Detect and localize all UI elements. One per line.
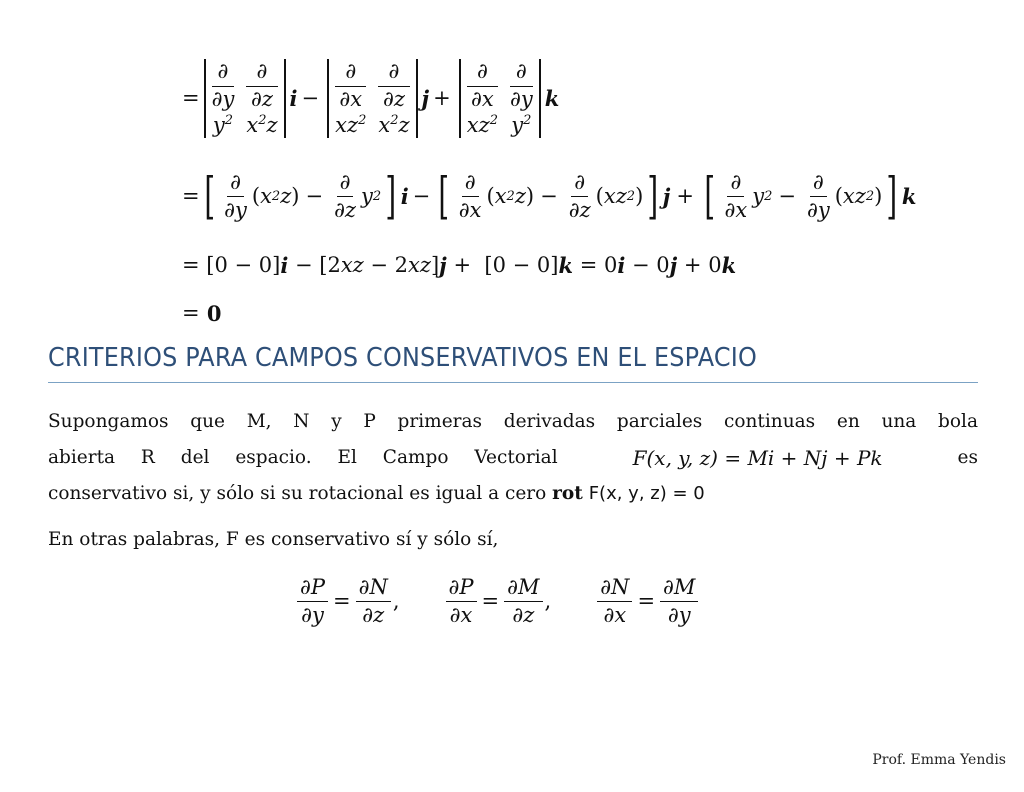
paragraph-line-3 <box>48 476 978 512</box>
paragraph-2-text: En otras palabras, F es conservativo sí y sólo sí, <box>48 529 499 550</box>
equation-line-evaluated: = [0 − 0] i − [2 xz − 2 xz ] j + [0 − 0] k = 0 i − 0 j + 0 k <box>182 252 737 278</box>
conservative-conditions: $\frac{\partial P}{\partial y}$ = $\frac{\partial N}{\partial z}$ , $\frac{\partial P}{\partial x}$ = $\frac{\partial M}{\partial z}$ , $\frac{\partial N}{\partial x}$ = $\frac{\partial M}{\partial y}$ <box>295 570 700 632</box>
rot-formula: F(x, y, z) = 0 <box>588 483 705 504</box>
equation-line-result: = 0 <box>182 300 222 326</box>
paragraph-line-1-text: Supongamos que M, N y P primeras derivadas parciales continuas en una bola <box>48 411 978 432</box>
determinant-i: ∂ ∂ ∂y ∂z $y^2$ $x^2z$ <box>204 59 286 138</box>
paragraph-line-2 <box>48 440 978 476</box>
equation-line-determinants: = ∂ ∂ ∂y ∂z $y^2$ $x^2z$ i − ∂ ∂ ∂x ∂z $xz^2$ $x^2z$ j + ∂ ∂ ∂x ∂y $xz^2$ $y^2$ k <box>182 58 560 137</box>
paragraph-line-1 <box>48 404 978 440</box>
paragraph-line-2-end: es <box>957 447 978 468</box>
determinant-j: ∂ ∂ ∂x ∂z $xz^2$ $x^2z$ <box>327 59 417 138</box>
paragraph-2 <box>48 522 978 558</box>
section-title: CRITERIOS PARA CAMPOS CONSERVATIVOS EN EL ESPACIO <box>48 343 758 373</box>
determinant-k: ∂ ∂ ∂x ∂y $xz^2$ $y^2$ <box>459 59 541 138</box>
paragraph-line-3-text: conservativo si, y sólo si su rotacional es igual a cero <box>48 483 547 504</box>
vector-field-formula: F(x, y, z) = Mi + Nj + Pk <box>632 446 883 470</box>
rot-operator: rot <box>552 483 583 504</box>
paragraph-line-2-text: abierta R del espacio. El Campo Vectorial <box>48 447 558 468</box>
equation-line-partials: = [ $\frac{\partial}{\partial y}$ ( x 2 z ) − $\frac{\partial}{\partial z}$ y 2 ] i − [ $\frac{\partial}{\partial x}$ ( x 2 z ) − $\frac{\partial}{\partial z}$ ( xz 2 ) ] j + [ $\frac{\partial}{\partial x}$ y 2 − $\frac{\partial}{\partial y}$ ( xz 2 ) ] k <box>182 167 917 225</box>
author-footer: Prof. Emma Yendis <box>872 752 1006 768</box>
heading-divider <box>48 382 978 383</box>
